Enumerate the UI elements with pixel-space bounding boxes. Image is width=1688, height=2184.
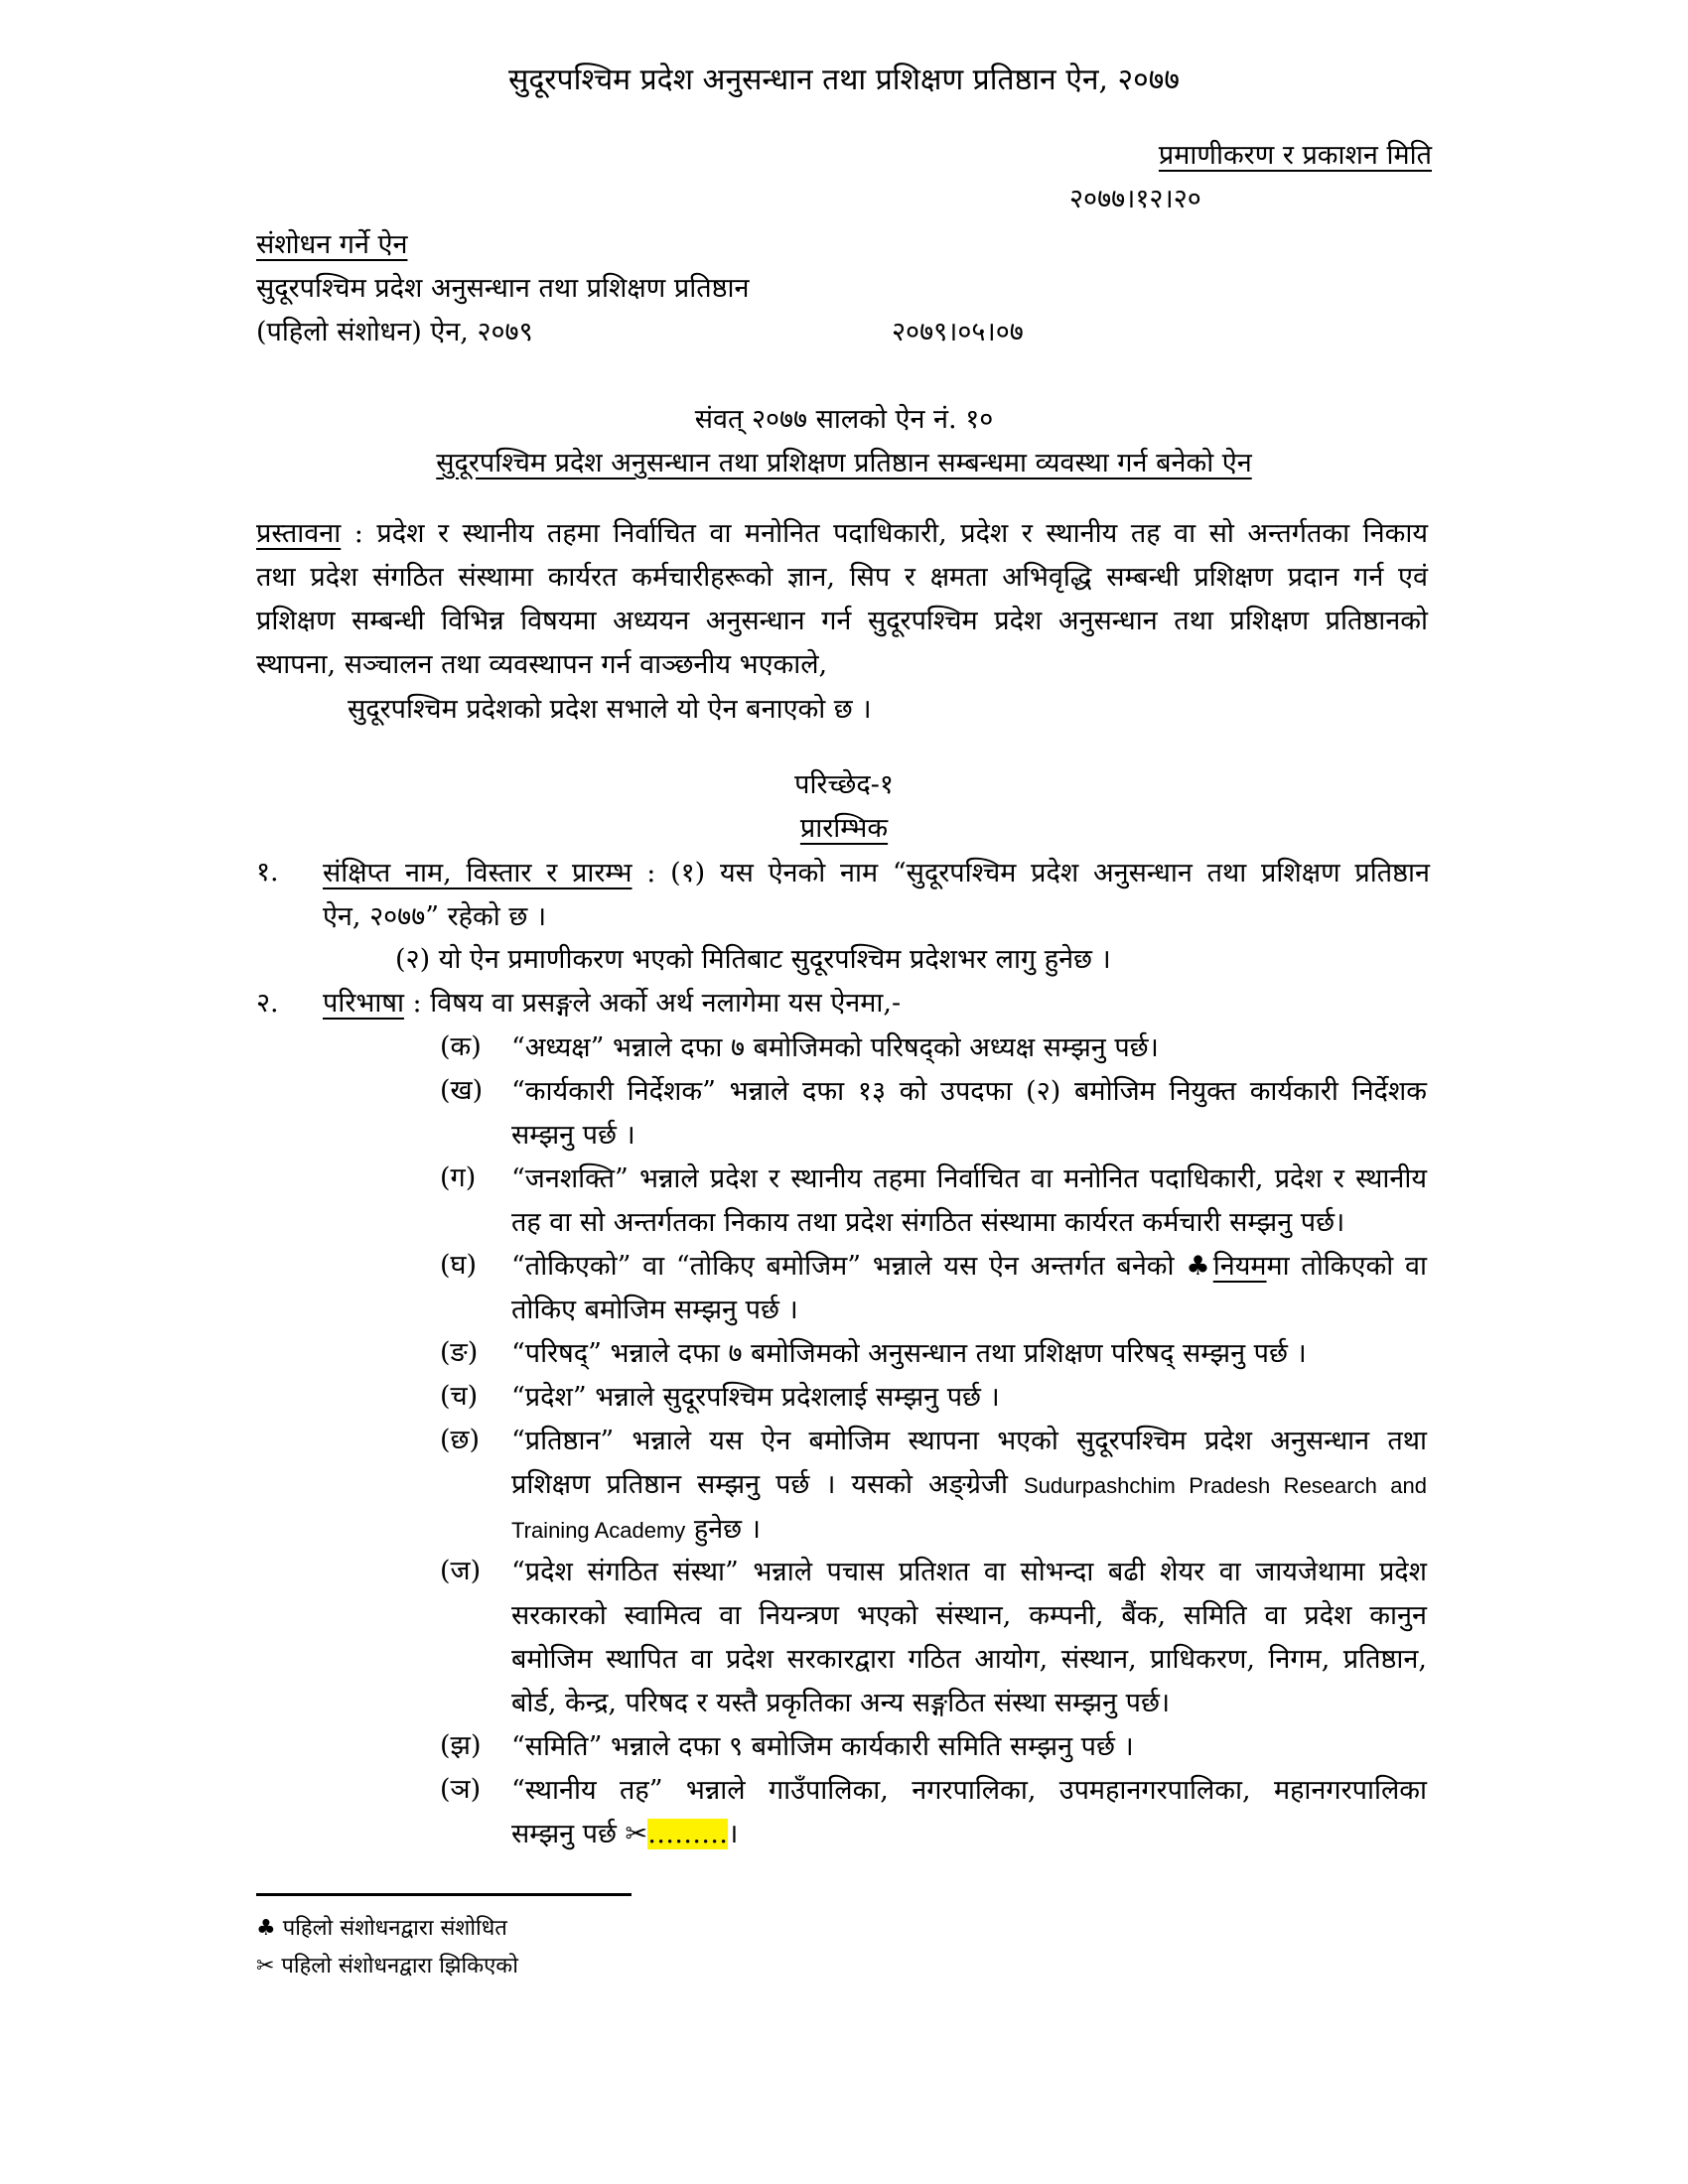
chapter-title: प्रारम्भिक (799, 813, 889, 844)
section-1-heading: संक्षिप्त नाम, विस्तार र प्रारम्भ (323, 858, 633, 888)
section-1-text-line2: ऐन, २०७७” रहेको छ । (323, 901, 547, 932)
scissors-icon: ✂ (256, 1954, 275, 1979)
footnote-deleted: ✂ पहिलो संशोधनद्वारा झिकिएको (256, 1954, 518, 1979)
definition-manpower: “जनशक्ति” भन्नाले प्रदेश र स्थानीय तहमा निर्वाचित वा मनोनित पदाधिकारी, प्रदेश र स्थानीय तह वा सो अन्तर्गतका निकाय तथा प्रदेश संगठित संस्थामा कार्यरत कर्मचारी सम्झनु पर्छ। (511, 1163, 1427, 1238)
definition-provincial-organization: “प्रदेश संगठित संस्था” भन्नाले पचास प्रतिशत वा सोभन्दा बढी शेयर वा जायजेथामा प्रदेश सरकारको स्वामित्व वा नियन्त्रण भएको संस्थान, कम्पनी, बैंक, समिति वा प्रदेश कानुन बमोजिम स्थापित वा प्रदेश सरकारद्वारा गठित आयोग, संस्थान, प्राधिकरण, निगम, प्रतिष्ठान, बोर्ड, केन्द्र, परिषद र यस्तै प्रकृतिका अन्य सङ्गठित संस्था सम्झनु पर्छ। (511, 1557, 1427, 1718)
club-footnote-marker-icon: ♣ (1186, 1251, 1213, 1282)
preamble-line2: तथा प्रदेश संगठित संस्थामा कार्यरत कर्मचारीहरूको ज्ञान, सिप र क्षमता अभिवृद्धि सम्बन्धी प्रशिक्षण प्रदान गर्न एवं (256, 562, 1428, 593)
definition-label: (छ) (440, 1425, 480, 1455)
section-1 (323, 852, 1430, 939)
amendment-label: संशोधन गर्ने ऐन (256, 229, 408, 260)
definition-label: (ग) (440, 1162, 477, 1193)
preamble-line4: स्थापना, सञ्चालन तथा व्यवस्थापन गर्न वाञ्छनीय भएकाले, (256, 649, 828, 680)
definition-label: (ख) (440, 1075, 484, 1106)
section-1-subsection-2: (२) यो ऐन प्रमाणीकरण भएको मितिबाट सुदूरपश्चिम प्रदेशभर लागु हुनेछ । (395, 944, 1111, 975)
scissors-footnote-marker-icon: ✂ (625, 1819, 648, 1849)
act-title: सुदूरपश्चिम प्रदेश अनुसन्धान तथा प्रशिक्षण प्रतिष्ठान ऐन, २०७७ (508, 63, 1180, 97)
preamble-label: प्रस्तावना (256, 518, 342, 549)
preamble-line1: : प्रदेश र स्थानीय तहमा निर्वाचित वा मनोनित पदाधिकारी, प्रदेश र स्थानीय तह वा सो अन्तर्गतका निकाय (341, 518, 1428, 549)
definition-label: (च) (440, 1381, 479, 1412)
definition-label: (क) (440, 1031, 482, 1062)
section-2-heading: परिभाषा (323, 988, 404, 1019)
definition-academy: “प्रतिष्ठान” भन्नाले यस ऐन बमोजिम स्थापना भएको सुदूरपश्चिम प्रदेश अनुसन्धान तथा प्रशिक्षण प्रतिष्ठान सम्झनु पर्छ । यसको अङ्ग्रेजी Sudurpashchim Pradesh Research and Training Academy हुनेछ । (511, 1426, 1427, 1545)
section-1-text-line1: : (१) यस ऐनको नाम “सुदूरपश्चिम प्रदेश अनुसन्धान तथा प्रशिक्षण प्रतिष्ठान (632, 858, 1430, 888)
definition-label: (ञ) (440, 1774, 482, 1805)
definition-prescribed: “तोकिएको” वा “तोकिए बमोजिम” भन्नाले यस ऐन अन्तर्गत बनेको ♣नियममा तोकिएको वा तोकिए बमोजिम सम्झनु पर्छ । (511, 1251, 1427, 1325)
definition-label: (झ) (440, 1730, 482, 1761)
definition-label: (ज) (440, 1556, 482, 1586)
definition-council: “परिषद्” भन्नाले दफा ७ बमोजिमको अनुसन्धान तथा प्रशिक्षण परिषद् सम्झनु पर्छ । (511, 1338, 1307, 1369)
deleted-text-highlight: ……… (647, 1819, 729, 1849)
footnote-separator (256, 1893, 632, 1896)
definition-province: “प्रदेश” भन्नाले सुदूरपश्चिम प्रदेशलाई सम्झनु पर्छ । (511, 1382, 1000, 1413)
act-long-title: सुदूरपश्चिम प्रदेश अनुसन्धान तथा प्रशिक्षण प्रतिष्ठान सम्बन्धमा व्यवस्था गर्न बनेको ऐन (436, 448, 1252, 478)
authentication-label: प्रमाणीकरण र प्रकाशन मिति (1158, 140, 1432, 171)
chapter-number: परिच्छेद-१ (794, 769, 894, 800)
definition-committee: “समिति” भन्नाले दफा ९ बमोजिम कार्यकारी समिति सम्झनु पर्छ । (511, 1731, 1134, 1762)
enacting-clause: सुदूरपश्चिम प्रदेशको प्रदेश सभाले यो ऐन बनाएको छ । (348, 694, 872, 725)
amendment-act-line2: (पहिलो संशोधन) ऐन, २०७९ (256, 317, 533, 347)
section-2-intro: परिभाषा : विषय वा प्रसङ्गले अर्को अर्थ नलागेमा यस ऐनमा,- (323, 988, 902, 1019)
definition-label: (घ) (440, 1250, 478, 1281)
definition-local-level: “स्थानीय तह” भन्नाले गाउँपालिका, नगरपालिका, उपमहानगरपालिका, महानगरपालिका सम्झनु पर्छ ✂………। (511, 1775, 1427, 1849)
definition-label: (ङ) (440, 1337, 479, 1368)
act-number: संवत् २०७७ सालको ऐन नं. १० (694, 404, 994, 435)
preamble-line3: प्रशिक्षण सम्बन्धी विभिन्न विषयमा अध्ययन अनुसन्धान गर्न सुदूरपश्चिम प्रदेश अनुसन्धान तथा प्रशिक्षण प्रतिष्ठानको (256, 606, 1428, 636)
definition-chairperson: “अध्यक्ष” भन्नाले दफा ७ बमोजिमको परिषद्‌को अध्यक्ष सम्झनु पर्छ। (511, 1032, 1159, 1063)
amendment-date: २०७९।०५।०७ (892, 317, 1024, 347)
amendment-act-line1: सुदूरपश्चिम प्रदेश अनुसन्धान तथा प्रशिक्षण प्रतिष्ठान (256, 273, 750, 304)
club-icon: ♣ (256, 1916, 276, 1941)
definition-executive-director: “कार्यकारी निर्देशक” भन्नाले दफा १३ को उपदफा (२) बमोजिम नियुक्त कार्यकारी निर्देशक सम्झनु पर्छ । (511, 1076, 1427, 1151)
preamble (256, 512, 1428, 687)
authentication-date: २०७७।१२।२० (1069, 184, 1201, 214)
section-1-number: १. (256, 857, 279, 887)
footnote-amended: ♣ पहिलो संशोधनद्वारा संशोधित (256, 1916, 507, 1941)
section-2-number: २. (256, 988, 279, 1019)
